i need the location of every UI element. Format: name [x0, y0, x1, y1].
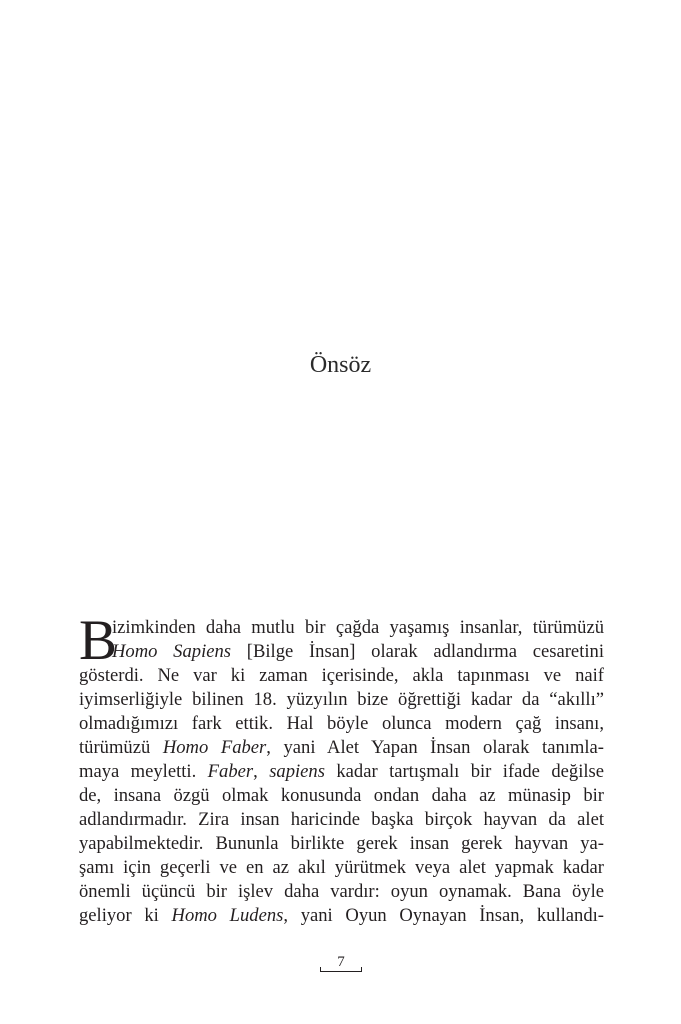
paragraph-line: Homo Sapiens [Bilge İnsan] olarak adlandırma cesaretini: [112, 641, 604, 662]
paragraph-line: iyimserliğiyle bilinen 18. yüzyılın bize öğrettiği kadar da “akıllı”: [79, 689, 604, 710]
italic-term: sapiens: [269, 761, 325, 782]
italic-term: Homo Faber: [162, 737, 267, 758]
page-number: 7: [320, 953, 362, 972]
italic-term: Homo Sapiens: [112, 641, 232, 662]
paragraph-line: izimkinden daha mutlu bir çağda yaşamış insanlar, türümüzü: [112, 617, 604, 638]
paragraph-line: türümüzü Homo Faber, yani Alet Yapan İnsan olarak tanımla-: [79, 737, 604, 758]
paragraph-line: önemli üçüncü bir işlev daha vardır: oyun oynamak. Bana öyle: [79, 881, 604, 902]
italic-term: Homo Ludens: [171, 905, 284, 926]
paragraph-line: de, insana özgü olmak konusunda ondan daha az münasip bir: [79, 785, 604, 806]
italic-term: Faber: [207, 761, 254, 782]
paragraph-line: adlandırmadır. Zira insan haricinde başka birçok hayvan da alet: [79, 809, 604, 830]
drop-cap: B: [79, 609, 118, 672]
body-paragraph: [79, 609, 604, 928]
paragraph-line: maya meyletti. Faber, sapiens kadar tartışmalı bir ifade değilse: [79, 761, 604, 782]
paragraph-line: yapabilmektedir. Bununla birlikte gerek insan gerek hayvan ya-: [79, 833, 604, 854]
paragraph-line: gösterdi. Ne var ki zaman içerisinde, akla tapınması ve naif: [79, 665, 604, 686]
chapter-title: Önsöz: [309, 352, 372, 378]
paragraph-line: şamı için geçerli ve en az akıl yürütmek veya alet yapmak kadar: [79, 857, 604, 878]
paragraph-line: olmadığımızı fark ettik. Hal böyle olunca modern çağ insanı,: [79, 713, 604, 734]
paragraph-line: geliyor ki Homo Ludens, yani Oyun Oynayan İnsan, kullandı-: [79, 905, 604, 926]
